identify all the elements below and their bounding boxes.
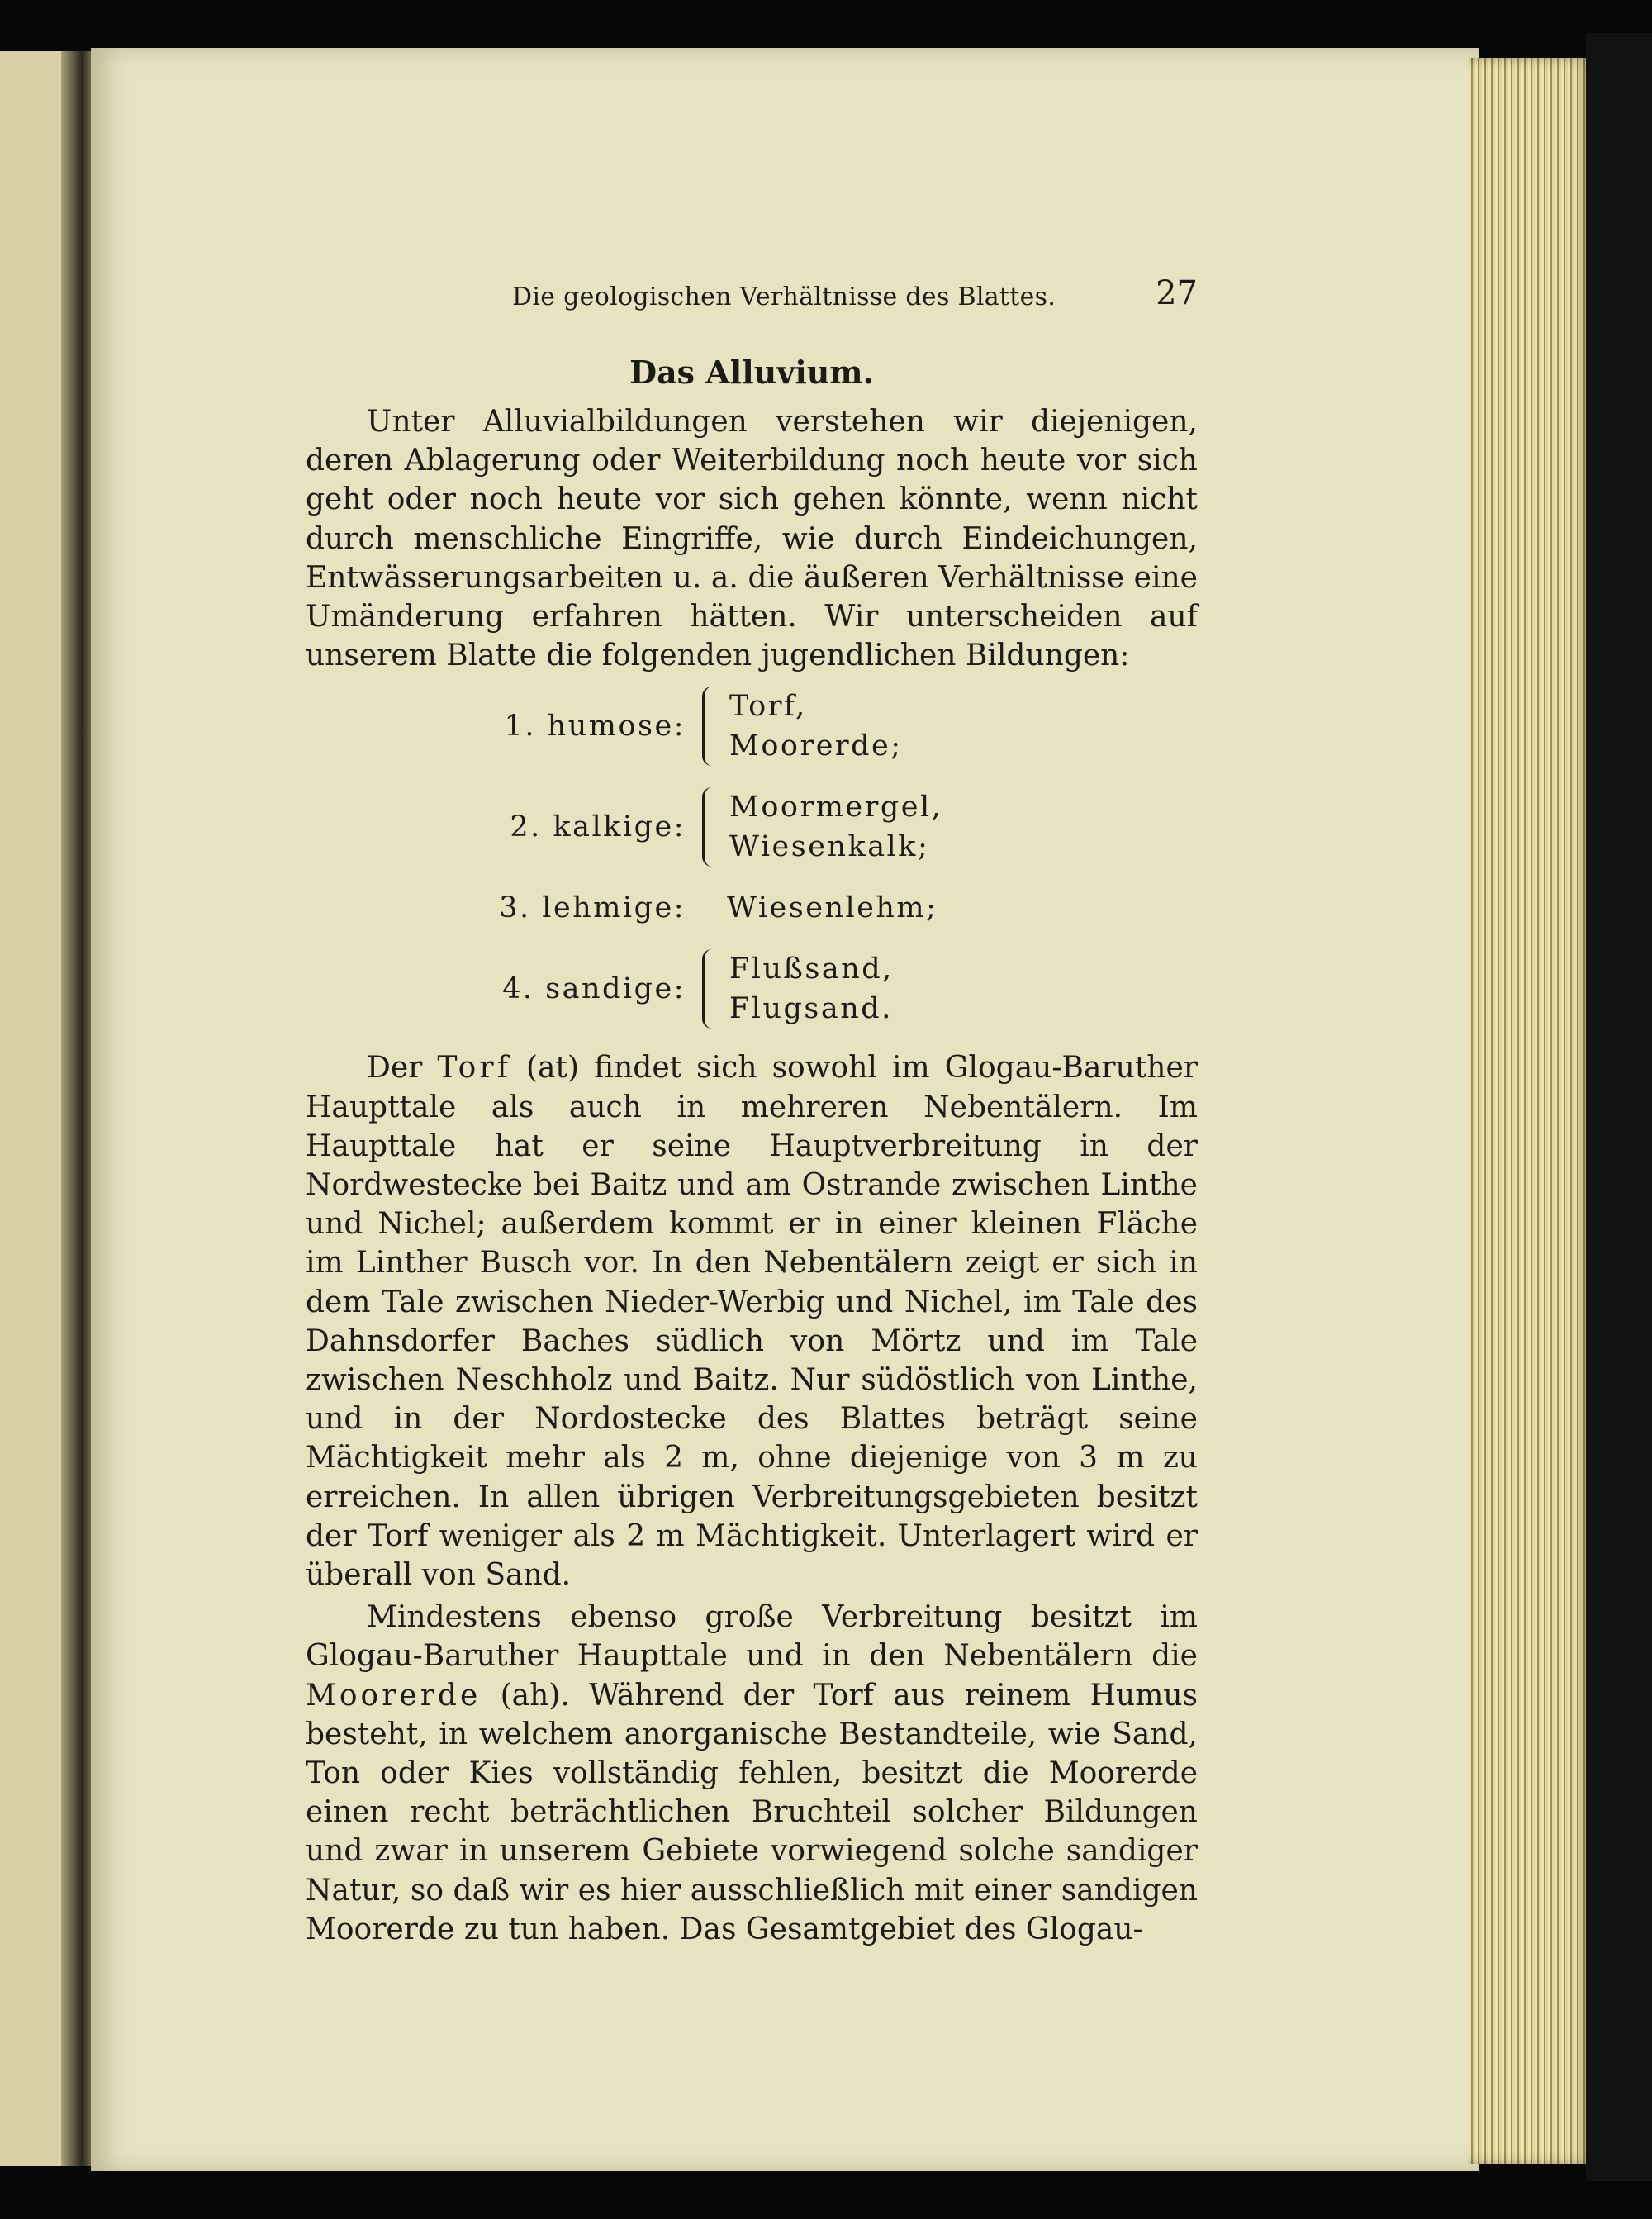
running-header	[306, 273, 1198, 322]
moorerde-text-after: Während der Torf aus reinem Humus besteht, in welchem anorganische Bestandteile, wie Sand, Ton oder Kies vollständig fehlen, besitzt die Moorerde einen recht beträchtlichen Bruchteil solcher Bildungen und zwar in unserem Gebiete vorwiegend solche sandiger Natur, so daß wir es hier ausschließlich mit einer sandigen Moorerde zu tun haben. Das Gesamtgebiet des Glogau-	[306, 1678, 1198, 1946]
brace-icon	[702, 949, 713, 1029]
formation-value: Torf,	[729, 690, 807, 724]
moorerde-text-before: Mindestens ebenso große Verbreitung besitzt im Glogau-Baruther Haupttale und in den Nebentälern die	[306, 1600, 1198, 1674]
formation-item	[306, 787, 1198, 867]
formation-label: 3. lehmige:	[499, 891, 686, 925]
moorerde-paragraph	[306, 1598, 1198, 1949]
formation-value: Moorerde;	[729, 729, 903, 763]
brace-icon	[702, 787, 713, 867]
formation-label: 1. humose:	[504, 710, 686, 744]
formation-list	[306, 687, 1198, 1029]
torf-code: (at)	[525, 1051, 580, 1086]
torf-paragraph	[306, 1048, 1198, 1594]
torf-term: Torf	[437, 1051, 511, 1086]
formation-values	[727, 888, 938, 928]
formation-values	[729, 949, 894, 1029]
formation-value: Wiesenlehm;	[727, 891, 938, 925]
formation-value: Wiesenkalk;	[729, 830, 930, 864]
torf-lead: Der	[367, 1051, 423, 1086]
brace-icon	[702, 687, 713, 766]
formation-item	[306, 888, 1198, 928]
formation-item	[306, 687, 1198, 766]
formation-value: Flugsand.	[729, 992, 893, 1026]
book-cover	[1586, 33, 1652, 2181]
formation-label: 2. kalkige:	[510, 810, 686, 844]
page-text	[306, 273, 1198, 1949]
torf-text: findet sich sowohl im Glogau-Baruther Haupttale als auch in mehreren Nebentälern. Im Haupttale hat er seine Hauptverbreitung in der Nordwestecke bei Baitz und am Ostrande zwischen Linthe und Nichel; außerdem kommt er in einer kleinen Fläche im Linther Busch vor. In den Nebentälern zeigt er sich in dem Tale zwischen Nieder-Werbig und Nichel, im Tale des Dahnsdorfer Baches südlich von Mörtz und im Tale zwischen Neschholz und Baitz. Nur südöstlich von Linthe, und in der Nordostecke des Blattes beträgt seine Mächtigkeit mehr als 2 m, ohne diejenige von 3 m zu erreichen. In allen übrigen Verbreitungsgebieten besitzt der Torf weniger als 2 m Mächtigkeit. Unterlagert wird er überall von Sand.	[306, 1051, 1198, 1593]
formation-item	[306, 949, 1198, 1029]
header-title: Die geologischen Verhältnisse des Blattes.	[512, 283, 1056, 311]
formation-value: Moormergel,	[729, 791, 943, 824]
formation-value: Flußsand,	[729, 953, 894, 986]
formation-values	[729, 687, 903, 766]
formation-label: 4. sandige:	[502, 972, 686, 1006]
moorerde-code: (ah).	[500, 1678, 570, 1713]
moorerde-term: Moorerde	[306, 1678, 482, 1713]
page-edges	[1469, 58, 1593, 2164]
formation-values	[729, 787, 942, 867]
page-number: 27	[1156, 274, 1198, 312]
intro-paragraph: Unter Alluvialbildungen verstehen wir diejenigen, deren Ablagerung oder Weiterbildung noch heute vor sich geht oder noch heute vor sich gehen könnte, wenn nicht durch menschliche Eingriffe, wie durch Eindeichungen, Entwässerungsarbeiten u. a. die äußeren Verhältnisse eine Umänderung erfahren hätten. Wir unterscheiden auf unserem Blatte die folgenden jugendlichen Bildungen:	[306, 405, 1198, 673]
section-title: Das Alluvium.	[629, 354, 874, 391]
